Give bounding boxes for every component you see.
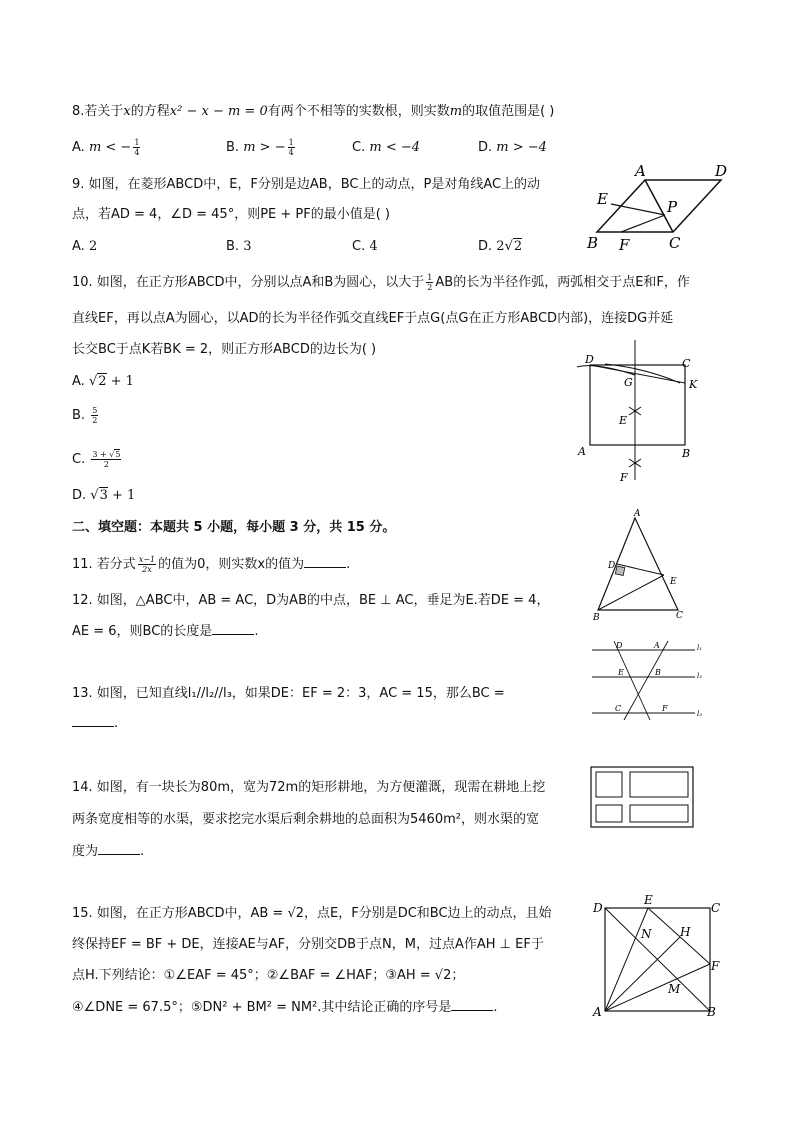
q10-option-d: D. √3 + 1: [72, 488, 136, 503]
section2-title: 二、填空题：本题共 5 小题，每小题 3 分，共 15 分。: [72, 520, 396, 535]
q12-label-E: E: [670, 577, 677, 587]
q12-line1: 12. 如图，△ABC中，AB = AC，D为AB的中点，BE ⊥ AC，垂足为E.若DE = 4，: [72, 593, 550, 608]
q13-label-A: A: [654, 641, 660, 650]
q9-label-A: A: [635, 162, 646, 180]
q15-label-H: H: [680, 925, 691, 939]
q8-option-c: C. m < −4: [352, 140, 421, 155]
q12-triangle-figure: [590, 508, 690, 623]
q15-label-F: F: [711, 959, 720, 973]
q9-option-c: C. 4: [352, 239, 378, 254]
q10-label-D: D: [585, 353, 594, 366]
q15-line4: ④∠DNE = 67.5°；⑤DN² + BM² = NM².其中结论正确的序号是 .: [72, 1000, 498, 1015]
q9-label-P: P: [667, 198, 678, 216]
q15-line2: 终保持EF = BF + DE，连接AE与AF，分别交DB于点N，M，过点A作AH ⊥ EF于: [72, 937, 544, 952]
q14-field-figure: [590, 766, 694, 828]
q15-label-A: A: [593, 1005, 602, 1019]
q13-label-C: C: [615, 704, 622, 713]
q15-line1: 15. 如图，在正方形ABCD中，AB = √2，点E，F分别是DC和BC边上的动点，且始: [72, 906, 552, 921]
q8-option-b: B. m > − $\frac{1}{4}$: [226, 138, 294, 157]
q14-line2: 两条宽度相等的水渠，要求挖完水渠后剩余耕地的总面积为5460m²，则水渠的宽: [72, 812, 539, 827]
q10-label-B: B: [682, 447, 691, 460]
q13-line2: .: [72, 714, 118, 734]
q12-label-A: A: [634, 509, 641, 519]
q10-line1: 10. 如图，在正方形ABCD中，分别以点A和B为圆心，以大于 $\frac{1}{2}$ AB的长为半径作弧，两弧相交于点E和F，作: [72, 273, 690, 292]
q15-label-M: M: [668, 982, 681, 996]
q13-answer-blank[interactable]: [72, 715, 114, 727]
q10-label-C: C: [682, 357, 691, 370]
q9-label-C: C: [669, 234, 681, 252]
q15-label-E: E: [644, 893, 653, 907]
q8-option-d: D. m > −4: [478, 140, 547, 155]
q9-line1: 9. 如图，在菱形ABCD中，E，F分别是边AB，BC上的动点，P是对角线AC上的动: [72, 177, 541, 192]
q11-answer-blank[interactable]: [304, 556, 346, 568]
q14-line3: 度为 .: [72, 844, 145, 859]
q8-option-a: A. m < − $\frac{1}{4}$: [72, 138, 140, 157]
q9-option-a: A. 2: [72, 239, 98, 254]
q13-label-l3: l₃: [697, 710, 703, 718]
q11-line1: 11. 若分式 $\frac{x-1}{2x}$ 的值为0，则实数x的值为 .: [72, 555, 351, 574]
q10-line2: 直线EF，再以点A为圆心，以AD的长为半径作弧交直线EF于点G(点G在正方形ABCD内部)，连接DG并延: [72, 311, 674, 326]
q13-label-E: E: [618, 668, 624, 677]
q9-label-F: F: [619, 236, 630, 254]
q10-option-a: A. √2 + 1: [72, 374, 134, 389]
q10-label-F: F: [620, 471, 628, 484]
q10-label-K: K: [689, 378, 698, 391]
q15-square-figure: [590, 892, 725, 1022]
q8-line1: 8.若关于x的方程x² − x − m = 0有两个不相等的实数根，则实数m的取值范围是( ): [72, 104, 555, 119]
q14-answer-blank[interactable]: [98, 843, 140, 855]
q10-option-b: B. $\frac{5}{2}$: [72, 406, 98, 425]
q12-line2: AE = 6，则BC的长度是 .: [72, 624, 259, 639]
q13-parallel-lines-figure: [592, 638, 712, 723]
q15-label-N: N: [641, 927, 652, 941]
q9-line2: 点，若AD = 4，∠D = 45°，则PE + PF的最小值是( ): [72, 207, 390, 222]
q10-square-figure: [575, 335, 710, 485]
q12-label-C: C: [676, 611, 683, 621]
q13-label-F: F: [662, 704, 668, 713]
q10-option-c: C. $\frac{3 + √5}{2}$: [72, 450, 121, 469]
q13-line1: 13. 如图，已知直线l₁//l₂//l₃，如果DE：EF = 2：3，AC = 15，那么BC =: [72, 686, 505, 701]
q15-answer-blank[interactable]: [451, 999, 493, 1011]
q15-label-D: D: [593, 901, 603, 915]
q14-line1: 14. 如图，有一块长为80m，宽为72m的矩形耕地，为方便灌溉，现需在耕地上挖: [72, 780, 546, 795]
q12-label-B: B: [593, 613, 600, 623]
q10-label-A: A: [578, 445, 586, 458]
q10-label-G: G: [624, 376, 633, 389]
q13-label-l1: l₁: [697, 644, 703, 652]
q13-label-D: D: [616, 641, 623, 650]
q15-line3: 点H.下列结论：①∠EAF = 45°；②∠BAF = ∠HAF；③AH = √2；: [72, 968, 465, 983]
q9-label-B: B: [587, 234, 599, 252]
q9-option-b: B. 3: [226, 239, 252, 254]
q12-label-D: D: [608, 561, 616, 571]
q13-label-l2: l₂: [697, 672, 703, 680]
q15-label-B: B: [707, 1005, 716, 1019]
q15-label-C: C: [711, 901, 721, 915]
q9-option-d: D. 2√2: [478, 239, 523, 254]
q10-line3: 长交BC于点K若BK = 2，则正方形ABCD的边长为( ): [72, 342, 377, 357]
q9-rhombus-figure: [585, 160, 735, 255]
q12-answer-blank[interactable]: [212, 623, 254, 635]
q9-label-E: E: [597, 190, 608, 208]
q10-label-E: E: [619, 414, 628, 427]
q9-label-D: D: [715, 162, 728, 180]
q13-label-B: B: [655, 668, 661, 677]
